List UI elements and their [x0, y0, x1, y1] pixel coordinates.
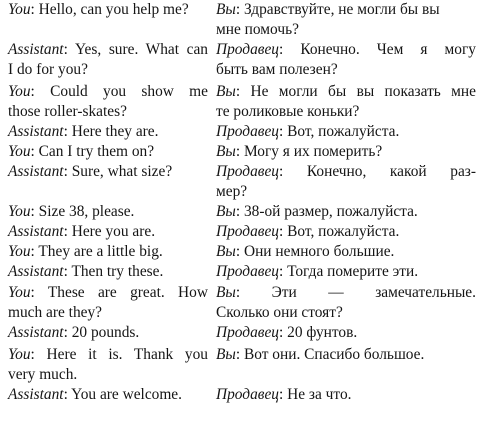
utterance-line: [216, 82, 476, 102]
english-utterance: [8, 0, 208, 20]
utterance-line: [216, 162, 476, 182]
speaker-label: Продавец: [216, 41, 279, 58]
utterance-line: [8, 242, 208, 262]
utterance-line: [216, 345, 476, 365]
speaker-label: Вы: [216, 1, 236, 18]
english-utterance: [8, 82, 208, 121]
utterance-text: : These are great. How: [30, 284, 208, 301]
speaker-label: Продавец: [216, 223, 279, 240]
russian-utterance: [216, 262, 476, 282]
russian-utterance: [216, 202, 476, 222]
utterance-text: : You are welcome.: [63, 386, 182, 403]
speaker-label: Assistant: [8, 163, 64, 180]
utterance-line: [216, 242, 476, 262]
speaker-label: Продавец: [216, 123, 279, 140]
utterance-text: : Size 38, please.: [30, 203, 135, 220]
speaker-label: Assistant: [8, 324, 64, 341]
speaker-label: You: [8, 284, 31, 301]
russian-utterance: [216, 345, 476, 365]
utterance-line: [8, 40, 208, 60]
utterance-line: [8, 142, 208, 162]
utterance-text: : Могу я их померить?: [235, 143, 383, 160]
utterance-line: [8, 283, 208, 303]
utterance-text: : Здравствуйте, не могли бы вы: [235, 1, 440, 18]
utterance-line: [8, 0, 208, 20]
utterance-line: [8, 222, 208, 242]
utterance-text: : Sure, what size?: [63, 163, 173, 180]
english-utterance: [8, 283, 208, 322]
utterance-line: [216, 122, 476, 142]
utterance-line: those roller-skates?: [8, 102, 127, 120]
utterance-line: I do for you?: [8, 60, 88, 78]
speaker-label: You: [8, 83, 31, 100]
speaker-label: Assistant: [8, 223, 64, 240]
speaker-label: You: [8, 143, 31, 160]
speaker-label: You: [8, 346, 31, 363]
speaker-label: You: [8, 1, 31, 18]
utterance-text: : Вот они. Спасибо большое.: [235, 346, 425, 363]
speaker-label: Assistant: [8, 123, 64, 140]
utterance-line: [216, 0, 476, 20]
utterance-line: [8, 385, 208, 405]
utterance-line: [8, 262, 208, 282]
utterance-line: [216, 142, 476, 162]
utterance-line: мне помочь?: [216, 20, 299, 38]
utterance-text: : Can I try them on?: [30, 143, 155, 160]
utterance-text: : Here it is. Thank you: [30, 346, 208, 363]
utterance-text: : Then try these.: [63, 263, 164, 280]
utterance-line: быть вам полезен?: [216, 60, 338, 78]
russian-utterance: [216, 222, 476, 242]
russian-utterance: [216, 0, 476, 39]
utterance-line: [216, 222, 476, 242]
utterance-text: : 20 фунтов.: [279, 324, 358, 341]
speaker-label: Продавец: [216, 324, 279, 341]
english-utterance: [8, 262, 208, 282]
russian-utterance: [216, 142, 476, 162]
utterance-line: [216, 385, 476, 405]
speaker-label: Assistant: [8, 386, 64, 403]
russian-utterance: [216, 242, 476, 262]
russian-utterance: [216, 82, 476, 121]
utterance-text: : Конечно. Чем я могу: [279, 41, 476, 58]
speaker-label: Вы: [216, 284, 236, 301]
english-utterance: [8, 202, 208, 222]
utterance-text: : Тогда померите эти.: [279, 263, 419, 280]
english-utterance: [8, 40, 208, 79]
speaker-label: Вы: [216, 243, 236, 260]
utterance-line: very much.: [8, 365, 78, 383]
utterance-text: : Yes, sure. What can: [63, 41, 208, 58]
utterance-text: : Could you show me: [30, 83, 208, 100]
utterance-text: : Here they are.: [63, 123, 159, 140]
speaker-label: Assistant: [8, 263, 64, 280]
utterance-line: мер?: [216, 182, 248, 200]
utterance-line: [8, 162, 208, 182]
utterance-text: : 20 pounds.: [63, 324, 140, 341]
utterance-line: [216, 283, 476, 303]
utterance-text: : Hello, can you help me?: [30, 1, 189, 18]
utterance-text: : Вот, пожалуйста.: [279, 223, 400, 240]
speaker-label: You: [8, 203, 31, 220]
speaker-label: Вы: [216, 203, 236, 220]
utterance-line: [216, 202, 476, 222]
russian-utterance: [216, 122, 476, 142]
russian-utterance: [216, 323, 476, 343]
russian-utterance: [216, 283, 476, 322]
speaker-label: Вы: [216, 83, 236, 100]
utterance-line: much are they?: [8, 303, 103, 321]
utterance-line: [8, 82, 208, 102]
english-utterance: [8, 345, 208, 384]
utterance-line: [8, 202, 208, 222]
english-utterance: [8, 242, 208, 262]
utterance-text: : Не за что.: [279, 386, 352, 403]
speaker-label: Продавец: [216, 386, 279, 403]
russian-utterance: [216, 40, 476, 79]
english-utterance: [8, 323, 208, 343]
speaker-label: Продавец: [216, 163, 279, 180]
utterance-line: [8, 122, 208, 142]
utterance-text: : Конечно, какой раз-: [279, 163, 476, 180]
utterance-text: : Не могли бы вы показать мне: [235, 83, 476, 100]
utterance-text: : Они немного большие.: [235, 243, 395, 260]
utterance-text: : Эти — замечательные.: [235, 284, 476, 301]
utterance-line: [8, 345, 208, 365]
english-utterance: [8, 122, 208, 142]
speaker-label: You: [8, 243, 31, 260]
english-utterance: [8, 142, 208, 162]
speaker-label: Assistant: [8, 41, 64, 58]
russian-utterance: [216, 385, 476, 405]
utterance-text: : 38-ой размер, пожалуйста.: [235, 203, 418, 220]
utterance-line: [216, 262, 476, 282]
english-utterance: [8, 222, 208, 242]
speaker-label: Вы: [216, 346, 236, 363]
utterance-line: те роликовые коньки?: [216, 102, 360, 120]
utterance-text: : They are a little big.: [30, 243, 163, 260]
utterance-text: : Here you are.: [63, 223, 156, 240]
utterance-line: [8, 323, 208, 343]
utterance-line: [216, 40, 476, 60]
english-utterance: [8, 162, 208, 182]
utterance-text: : Вот, пожалуйста.: [279, 123, 400, 140]
speaker-label: Продавец: [216, 263, 279, 280]
russian-utterance: [216, 162, 476, 201]
utterance-line: [216, 323, 476, 343]
utterance-line: Сколько они стоят?: [216, 303, 343, 321]
speaker-label: Вы: [216, 143, 236, 160]
english-utterance: [8, 385, 208, 405]
